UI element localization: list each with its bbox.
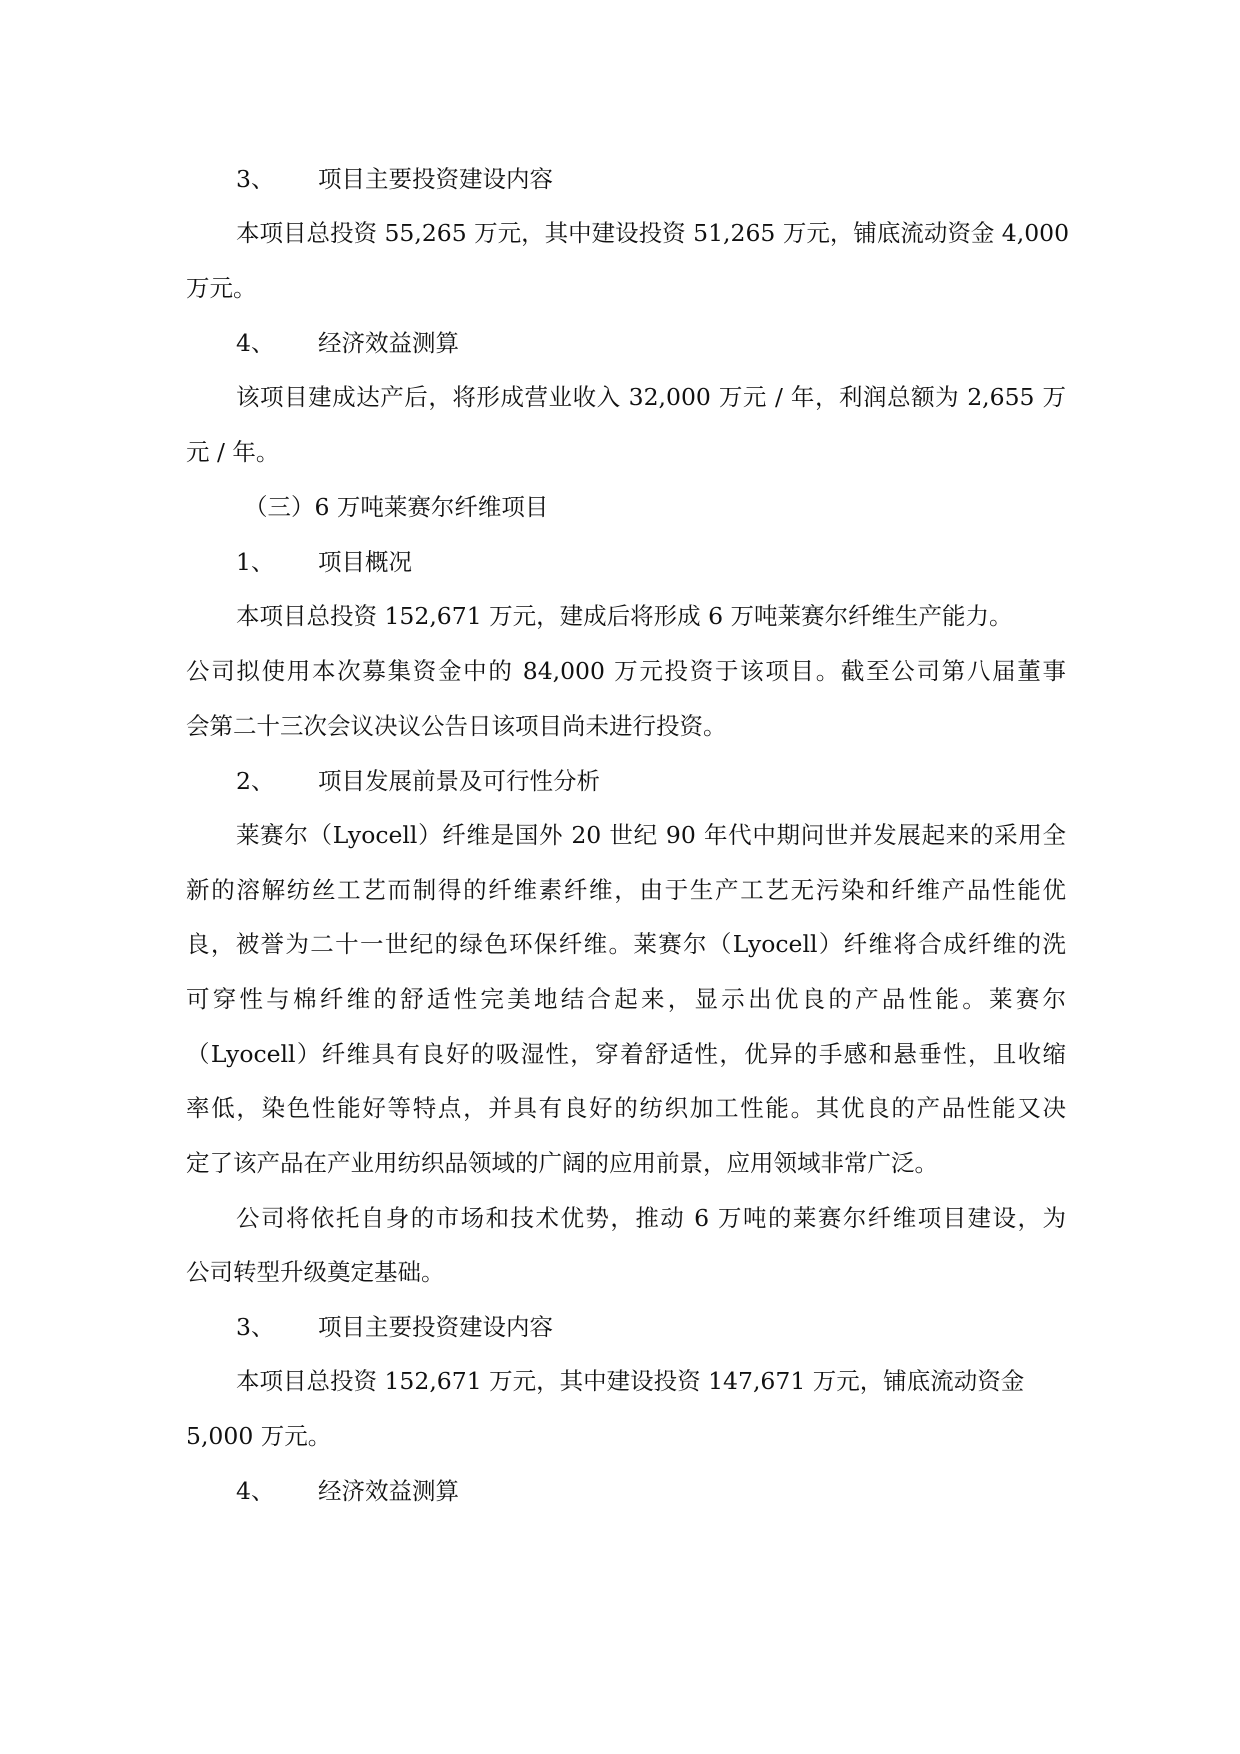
paragraph-line: 莱赛尔（Lyocell）纤维是国外 20 世纪 90 年代中期问世并发展起来的采用全 [236,821,1066,849]
heading-number: 2、 [236,767,275,795]
heading-text: 项目概况 [318,548,412,576]
paragraph-line: （Lyocell）纤维具有良好的吸湿性，穿着舒适性，优异的手感和悬垂性，且收缩 [186,1040,1066,1068]
heading-number: 4、 [236,1477,275,1505]
paragraph-line: 率低，染色性能好等特点，并具有良好的纺织加工性能。其优良的产品性能又决 [186,1094,1066,1122]
heading-text: 项目发展前景及可行性分析 [318,767,600,795]
paragraph-line: 公司拟使用本次募集资金中的 84,000 万元投资于该项目。截至公司第八届董事 [186,657,1066,685]
heading-text: 项目主要投资建设内容 [318,165,553,193]
paragraph-line: 该项目建成达产后，将形成营业收入 32,000 万元 / 年，利润总额为 2,655 万 [236,383,1066,411]
paragraph-line: 可穿性与棉纤维的舒适性完美地结合起来，显示出优良的产品性能。莱赛尔 [186,985,1066,1013]
heading-number: 1、 [236,548,275,576]
heading-number: 4、 [236,329,275,357]
paragraph-line: 公司转型升级奠定基础。 [186,1258,445,1286]
paragraph-line: 会第二十三次会议决议公告日该项目尚未进行投资。 [186,712,727,740]
paragraph-line: 本项目总投资 152,671 万元，其中建设投资 147,671 万元，铺底流动资金 [236,1367,1025,1395]
heading-text: 项目主要投资建设内容 [318,1313,553,1341]
paragraph-line: 元 / 年。 [186,438,280,466]
paragraph-line: 5,000 万元。 [186,1422,332,1450]
paragraph-line: 定了该产品在产业用纺织品领域的广阔的应用前景，应用领域非常广泛。 [186,1149,938,1177]
paragraph-line: 良，被誉为二十一世纪的绿色环保纤维。莱赛尔（Lyocell）纤维将合成纤维的洗 [186,930,1066,958]
heading-text: 经济效益测算 [318,329,459,357]
paragraph-line: 公司将依托自身的市场和技术优势，推动 6 万吨的莱赛尔纤维项目建设，为 [236,1204,1066,1232]
paragraph-line: 新的溶解纺丝工艺而制得的纤维素纤维，由于生产工艺无污染和纤维产品性能优 [186,876,1066,904]
heading-text: 经济效益测算 [318,1477,459,1505]
subsection-heading: （三）6 万吨莱赛尔纤维项目 [244,493,549,521]
paragraph-line: 本项目总投资 152,671 万元，建成后将形成 6 万吨莱赛尔纤维生产能力。 [236,602,1013,630]
heading-number: 3、 [236,1313,275,1341]
paragraph-line: 万元。 [186,274,257,302]
heading-number: 3、 [236,165,275,193]
paragraph-line: 本项目总投资 55,265 万元，其中建设投资 51,265 万元，铺底流动资金 4,000 [236,219,1070,247]
